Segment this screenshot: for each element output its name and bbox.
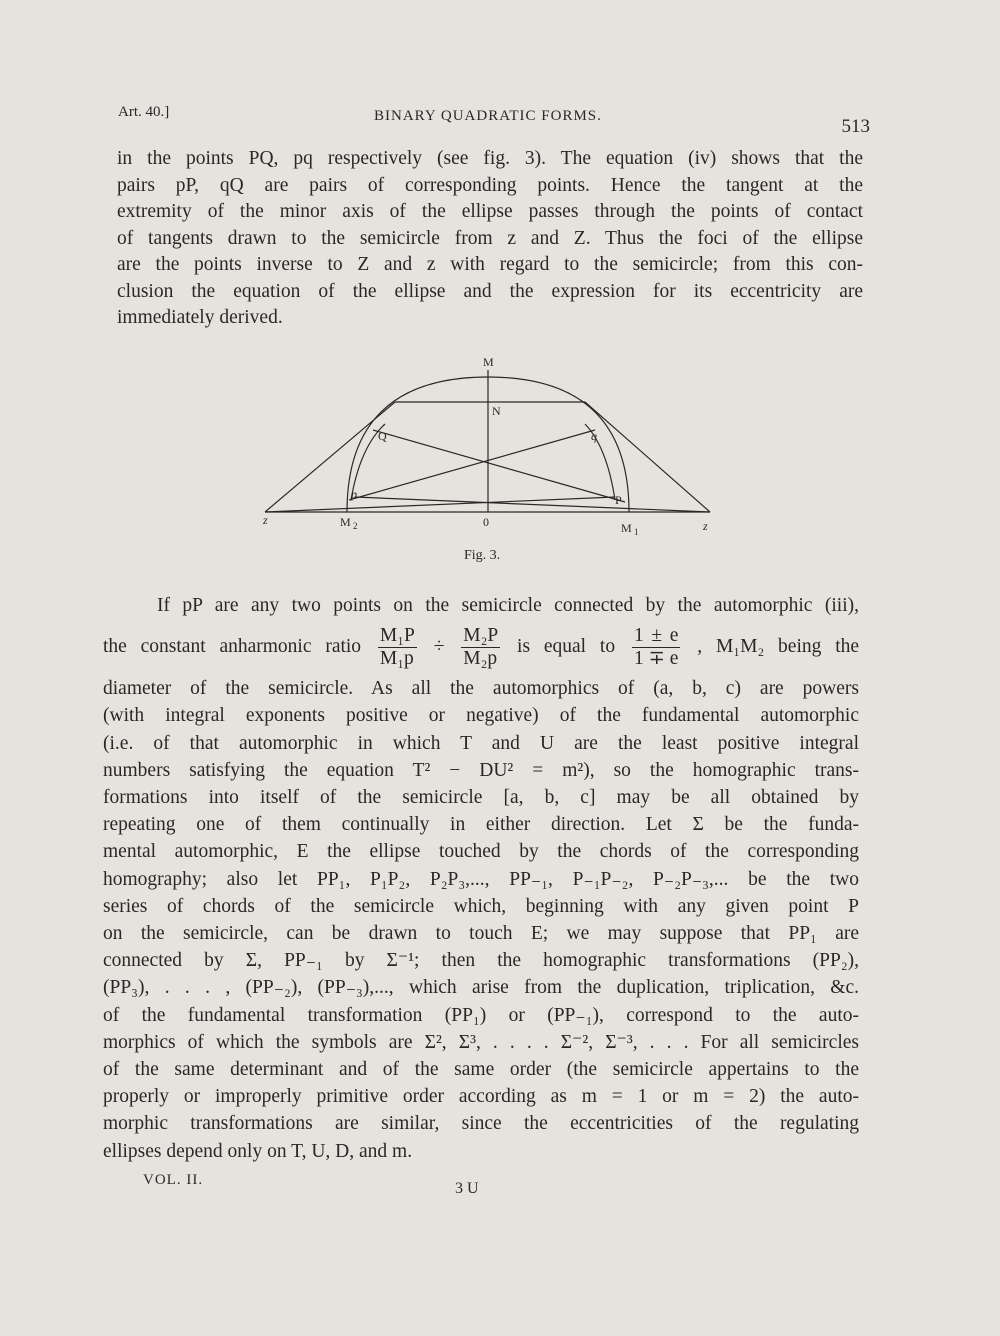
fraction-numerator: M₁P [379,625,415,647]
line-z-P [265,497,615,512]
text-line: numbers satisfying the equation T² − DU² = m²), so the homographic trans- [103,759,859,781]
paragraph-2 [103,592,859,1165]
fraction-numerator: 1 ± e [633,625,679,647]
division-sign: ÷ [433,636,445,658]
text-line: of tangents drawn to the semicircle from z and Z. Thus the foci of the ellipse [117,227,863,249]
text-line: repeating one of them continually in either direction. Let Σ be the funda- [103,814,859,836]
text-line: of the same determinant and of the same order (the semicircle appertains to the [103,1059,859,1081]
text-line: immediately derived. [117,307,283,328]
running-header [118,104,870,137]
text-line: connected by Σ, PP₋₁ by Σ⁻¹; then the homographic transformations (PP₂), [103,950,859,972]
fraction-1 [378,625,417,670]
text-line: in the points PQ, pq respectively (see fig. 3). The equation (iv) shows that the [117,148,863,169]
label-Z: z [703,519,708,533]
ellipse-right [585,424,615,500]
formula-text-before: the constant anharmonic ratio [103,636,362,658]
label-Q: Q [378,429,387,443]
formula-text-after: , M₁M₂ being the [697,636,860,658]
label-M1-sub: 1 [634,527,639,537]
label-M: M [483,355,494,369]
fraction-denominator: M₁p [379,648,414,670]
text-line: diameter of the semicircle. As all the automorphics of (a, b, c) are powers [103,678,859,700]
fraction-3 [632,625,681,670]
label-M2: M [340,515,351,529]
text-line: clusion the equation of the ellipse and the expression for its eccentricity are [117,280,863,302]
text-line: are the points inverse to Z and z with regard to the semicircle; from this con- [117,254,863,275]
paragraph-1 [117,146,863,332]
text-line: pairs pP, qQ are pairs of corresponding points. Hence the tangent at the [117,174,863,196]
text-line: morphics of which the symbols are Σ², Σ³, . . . . Σ⁻², Σ⁻³, . . . For all semicircles [103,1031,859,1053]
formula-text-middle: is equal to [517,636,616,658]
fraction-2 [461,625,500,670]
label-z: z [263,513,268,527]
text-line: morphic transformations are similar, since the eccentricities of the regulating [103,1113,859,1135]
page-number: 513 [841,116,870,137]
text-line: homography; also let PP₁, P₁P₂, P₂P₃,..., PP₋₁, P₋₁P₋₂, P₋₂P₋₃,... be the two [103,868,859,890]
chord-Qp [373,430,625,502]
label-M1: M [621,521,632,535]
text-line: mental automorphic, E the ellipse touched by the chords of the corresponding [103,841,859,863]
label-q: q [591,429,597,443]
text-line: on the semicircle, can be drawn to touch E; we may suppose that PP₁ are [103,923,859,945]
formula-line [103,619,859,675]
label-N: N [492,404,501,418]
fraction-numerator: M₂P [463,625,499,647]
signature-mark: 3 U [455,1180,479,1197]
fraction-denominator: M₂p [463,648,498,670]
text-line: formations into itself of the semicircle [a, b, c] may be all obtained by [103,787,859,809]
text-line: (with integral exponents positive or negative) of the fundamental automorphic [103,705,859,727]
label-p: p [351,487,357,501]
tangent-z [265,402,395,512]
text-line: If pP are any two points on the semicircle connected by the automorphic (iii), [157,595,859,616]
running-title: BINARY QUADRATIC FORMS. [374,108,602,124]
text-line: extremity of the minor axis of the ellipse passes through the points of contact [117,201,863,222]
geometric-figure [255,352,725,542]
text-line: (PP₃), . . . , (PP₋₂), (PP₋₃),..., which arise from the duplication, triplication, &c. [103,977,859,999]
figure-caption: Fig. 3. [464,548,501,563]
line-Z-p [355,497,710,512]
label-P: P [615,493,622,507]
label-O: 0 [483,515,489,529]
text-line: ellipses depend only on T, U, D, and m. [103,1140,413,1162]
text-line: (i.e. of that automorphic in which T and U are the least positive integral [103,732,859,754]
text-line: properly or improperly primitive order according as m = 1 or m = 2) the auto- [103,1086,859,1108]
article-label: Art. 40.] [118,104,170,120]
text-line: series of chords of the semicircle which, beginning with any given point P [103,895,859,917]
fraction-denominator: 1 ∓ e [633,648,679,670]
label-M2-sub: 2 [353,521,358,531]
volume-label: VOL. II. [143,1172,204,1188]
text-line: of the fundamental transformation (PP₁) or (PP₋₁), correspond to the auto- [103,1004,859,1026]
